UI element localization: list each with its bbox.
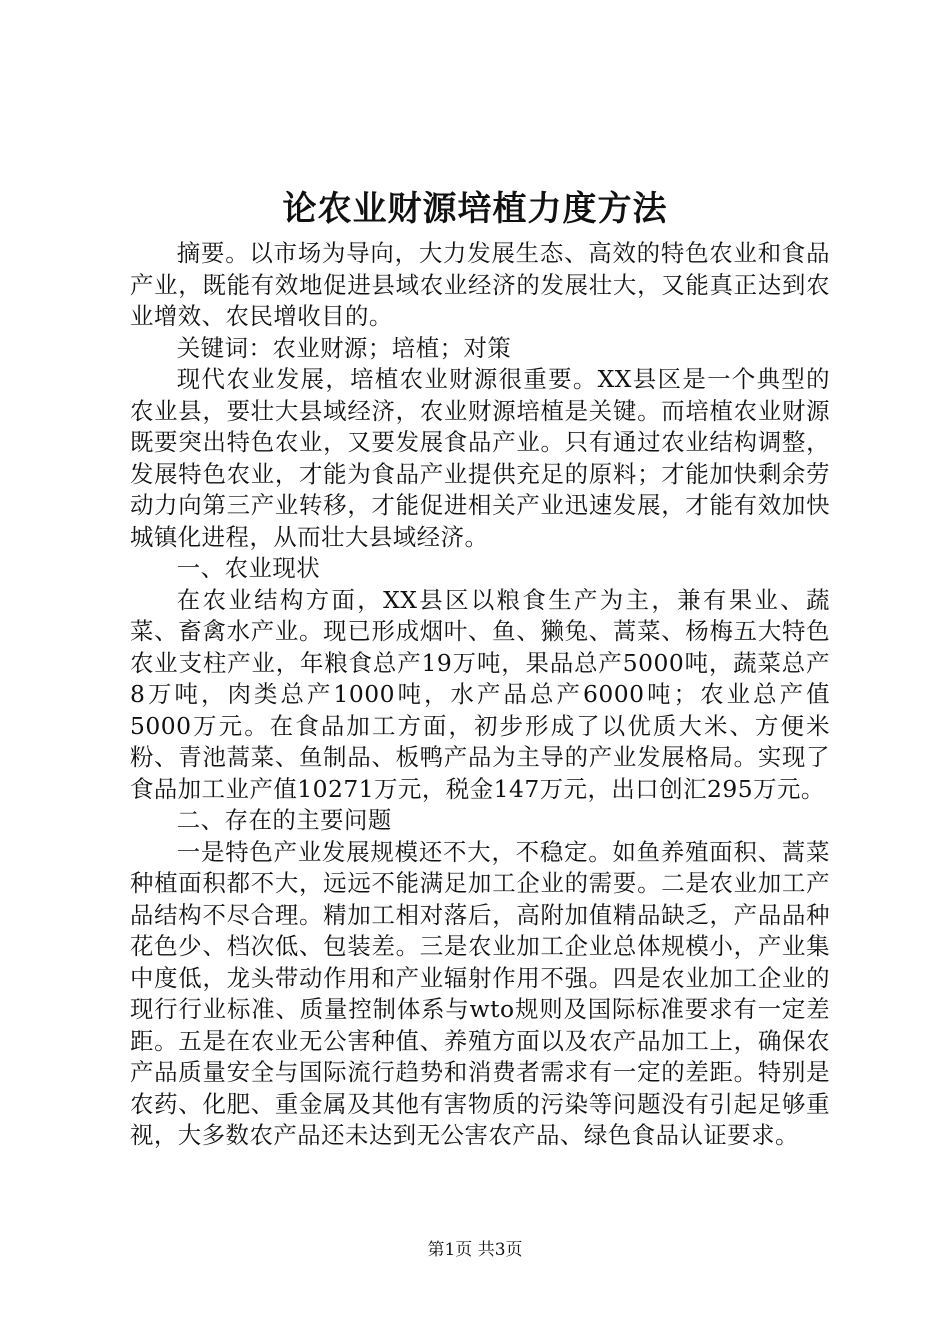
keywords-paragraph: 关键词：农业财源；培植；对策 <box>176 333 512 362</box>
document-body <box>130 238 830 1152</box>
document-title: 论农业财源培植力度方法 <box>282 189 668 229</box>
section-heading-1: 一、农业现状 <box>176 554 321 582</box>
section-2-paragraph: 一是特色产业发展规模还不大，不稳定。如鱼养殖面积、蒿菜种植面积都不大，远远不能满足加工企业的需要。二是农业加工产品结构不尽合理。精加工相对落后，高附加值精品缺乏，产品品种花色少、档次低、包装差。三是农业加工企业总体规模小，产业集中度低，龙头带动作用和产业辐射作用不强。四是农业加工企业的现行行业标准、质量控制体系与wto规则及国际标准要求有一定差距。五是在农业无公害种值、养殖方面以及农产品加工上，确保农产品质量安全与国际流行趋势和消费者需求有一定的差距。特别是农药、化肥、重金属及其他有害物质的污染等问题没有引起足够重视，大多数农产品还未达到无公害农产品、绿色食品认证要求。 <box>130 837 830 1149</box>
abstract-paragraph: 摘要。以市场为导向，大力发展生态、高效的特色农业和食品产业，既能有效地促进县域农业经济的发展壮大，又能真正达到农业增效、农民增收目的。 <box>130 239 830 330</box>
page-footer: 第1页 共3页 <box>427 1240 523 1260</box>
section-1-paragraph: 在农业结构方面，XX县区以粮食生产为主，兼有果业、蔬菜、畜禽水产业。现已形成烟叶、鱼、獭兔、蒿菜、杨梅五大特色农业支柱产业，年粮食总产19万吨，果品总产5000吨，蔬菜总产8万吨，肉类总产1000吨，水产品总产6000吨；农业总产值5000万元。在食品加工方面，初步形成了以优质大米、方便米粉、青池蒿菜、鱼制品、板鸭产品为主导的产业发展格局。实现了食品加工业产值10271万元，税金147万元，出口创汇295万元。 <box>130 585 830 803</box>
section-heading-2: 二、存在的主要问题 <box>176 806 392 834</box>
intro-paragraph: 现代农业发展，培植农业财源很重要。XX县区是一个典型的农业县，要壮大县域经济，农业财源培植是关键。而培植农业财源既要突出特色农业，又要发展食品产业。只有通过农业结构调整，发展特色农业，才能为食品产业提供充足的原料；才能加快剩余劳动力向第三产业转移，才能促进相关产业迅速发展，才能有效加快城镇化进程，从而壮大县域经济。 <box>130 365 830 551</box>
